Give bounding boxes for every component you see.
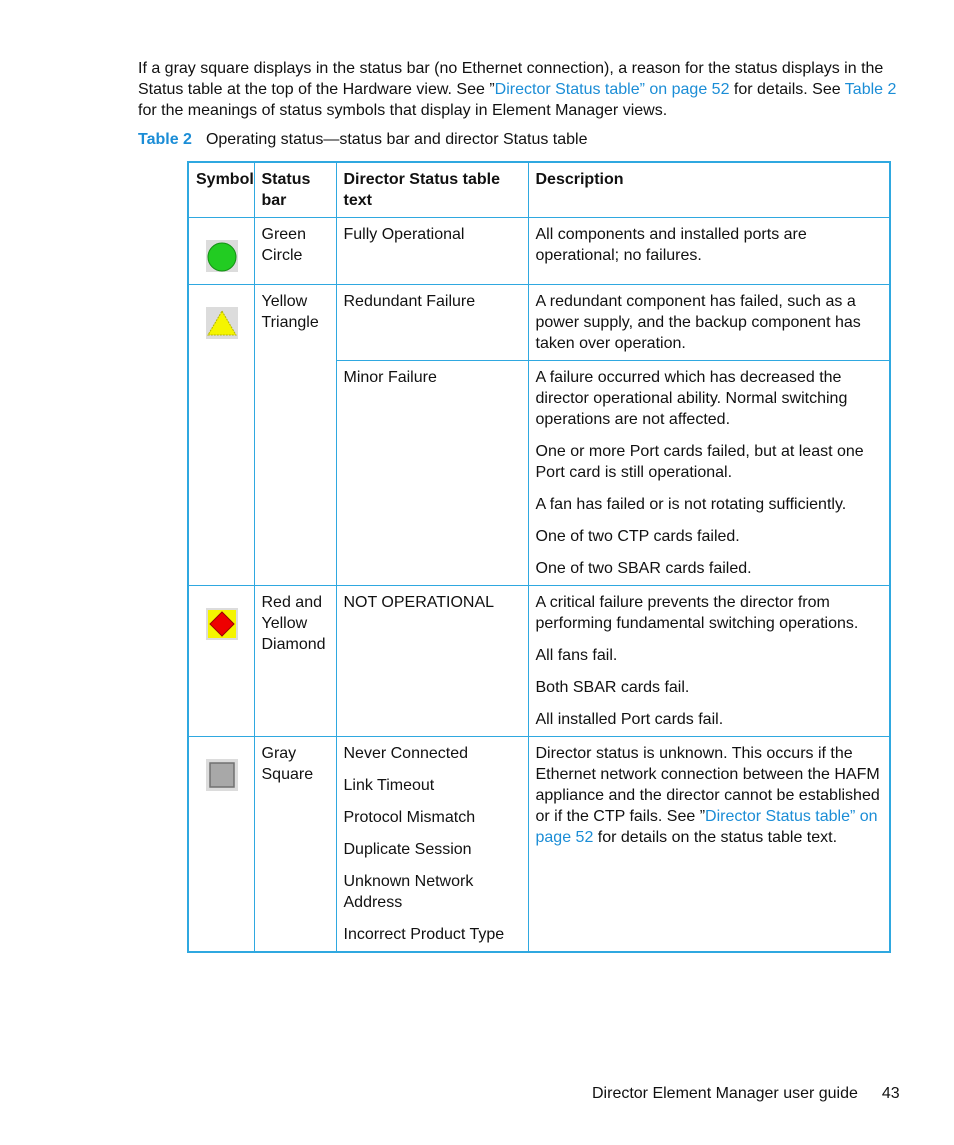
description-paragraph: A critical failure prevents the director from performing fundamental switching operations. <box>535 594 859 632</box>
symbol-cell <box>188 586 254 737</box>
page-number: 43 <box>881 1085 900 1102</box>
description-paragraph: One of two SBAR cards failed. <box>535 560 752 577</box>
status-bar-cell: Yellow Triangle <box>254 285 336 586</box>
symbol-cell <box>188 218 254 285</box>
table-row <box>188 586 890 737</box>
table-header-row <box>188 162 890 218</box>
director-text-item: Unknown Network Address <box>343 873 474 911</box>
status-bar-cell: Green Circle <box>254 218 336 285</box>
description-paragraph: All installed Port cards fail. <box>535 711 724 728</box>
symbol-cell <box>188 737 254 953</box>
table-row <box>188 218 890 285</box>
gray-square-icon <box>206 759 238 791</box>
header-status-bar: Status bar <box>254 162 336 218</box>
director-status-table-link[interactable]: Director Status table” on page 52 <box>535 808 878 846</box>
description-cell: A redundant component has failed, such as a power supply, and the backup component has taken over operation. <box>528 285 890 361</box>
director-text-cell: Minor Failure <box>336 361 528 586</box>
description-paragraph: Both SBAR cards fail. <box>535 679 690 696</box>
symbol-cell <box>188 285 254 586</box>
table-2-link[interactable]: Table 2 <box>844 81 897 98</box>
director-text-item: Link Timeout <box>343 777 435 794</box>
status-bar-cell: Gray Square <box>254 737 336 953</box>
description-paragraph: One or more Port cards failed, but at least one Port card is still operational. <box>535 443 864 481</box>
red-yellow-diamond-icon <box>206 608 238 640</box>
header-symbol: Symbol <box>188 162 254 218</box>
description-paragraph: All fans fail. <box>535 647 618 664</box>
table-caption <box>138 129 588 150</box>
table-row <box>188 737 890 953</box>
director-text-item: Protocol Mismatch <box>343 809 476 826</box>
description-paragraph: One of two CTP cards failed. <box>535 528 740 545</box>
header-director-text: Director Status table text <box>336 162 528 218</box>
description-paragraph: A failure occurred which has decreased the director operational ability. Normal switching operations are not affected. <box>535 369 848 428</box>
description-cell <box>528 361 890 586</box>
operating-status-table <box>187 161 891 953</box>
intro-text-2: for details. See <box>729 81 845 98</box>
director-text-cell <box>336 737 528 953</box>
director-status-table-link[interactable]: Director Status table” on page 52 <box>494 81 730 98</box>
table-title: Operating status—status bar and director Status table <box>205 131 588 148</box>
director-text-cell: Fully Operational <box>336 218 528 285</box>
director-text-cell: NOT OPERATIONAL <box>336 586 528 737</box>
status-bar-cell: Red and Yellow Diamond <box>254 586 336 737</box>
table-number: Table 2 <box>138 131 192 148</box>
footer-title: Director Element Manager user guide <box>592 1085 858 1102</box>
description-text-1: Director status is unknown. This occurs if the Ethernet network connection between the HAFM appliance and the director cannot be established or if the CTP fails. See ” <box>535 745 880 825</box>
description-paragraph: A fan has failed or is not rotating sufficiently. <box>535 496 847 513</box>
description-text-2: for details on the status table text. <box>593 829 838 846</box>
director-text-cell: Redundant Failure <box>336 285 528 361</box>
yellow-triangle-icon <box>206 307 238 339</box>
description-cell <box>528 737 890 953</box>
green-circle-icon <box>206 240 238 272</box>
table-row <box>188 285 890 361</box>
director-text-item: Never Connected <box>343 745 469 762</box>
page-footer <box>592 1083 900 1104</box>
director-text-item: Duplicate Session <box>343 841 472 858</box>
description-cell <box>528 586 890 737</box>
header-description: Description <box>528 162 890 218</box>
director-text-item: Incorrect Product Type <box>343 926 505 943</box>
description-cell: All components and installed ports are operational; no failures. <box>528 218 890 285</box>
intro-paragraph <box>138 58 898 121</box>
intro-text-1: If a gray square displays in the status bar (no Ethernet connection), a reason for the status displays in the Status table at the top of the Hardware view. See ” <box>138 60 884 98</box>
intro-text-3: for the meanings of status symbols that display in Element Manager views. <box>138 102 668 119</box>
